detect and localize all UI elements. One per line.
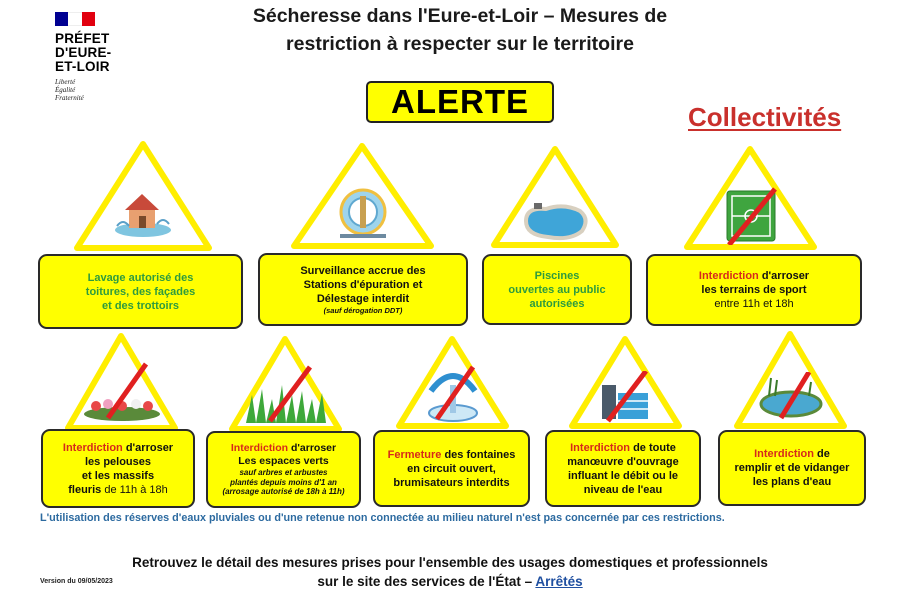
alert-level-badge: ALERTE	[366, 81, 554, 123]
pond-icon	[757, 372, 827, 422]
measure-ponds: Interdiction de remplir et de vidanger les plans d'eau	[718, 430, 866, 506]
logo-title: PRÉFET D'EURE- ET-LOIR	[55, 31, 112, 74]
measure-treatment-plants: Surveillance accrue des Stations d'épuration et Délestage interdit (sauf dérogation DDT)	[258, 253, 468, 326]
grass-icon	[244, 365, 328, 427]
fountain-icon	[423, 365, 483, 423]
page-title: Sécheresse dans l'Eure-et-Loir – Mesures de restriction à respecter sur le territoire	[252, 5, 668, 55]
measure-lawns: Interdiction d'arroser les pelouses et les massifs fleuris de 11h à 18h	[41, 429, 195, 508]
measure-sports-fields: Interdiction d'arroser les terrains de sport entre 11h et 18h	[646, 254, 862, 326]
sports-field-icon	[723, 187, 779, 245]
measure-hydraulic-works: Interdiction de toute manœuvre d'ouvrage influant le débit ou le niveau de l'eau	[545, 430, 701, 507]
measure-fountains: Fermeture des fontaines en circuit ouvert, brumisateurs interdits	[373, 430, 530, 507]
logo-motto: Liberté Égalité Fraternité	[55, 78, 84, 102]
dam-icon	[598, 371, 654, 423]
treatment-plant-icon	[338, 186, 388, 242]
prefet-logo	[55, 12, 135, 102]
swimming-pool-icon	[520, 199, 592, 243]
warning-triangle	[290, 142, 435, 250]
exemption-note: L'utilisation des réserves d'eaux pluviales ou d'une retenue non connectée au milieu naturel n'est pas concernée par ces restrictions.	[40, 512, 725, 524]
measure-pools: Piscines ouvertes au public autorisées	[482, 254, 632, 325]
warning-triangle	[490, 145, 620, 249]
warning-triangle	[228, 335, 343, 433]
footer-text: Retrouvez le détail des mesures prises pour l'ensemble des usages domestiques et professionnels sur le site des services de l'État – Arrêtés	[132, 555, 768, 589]
warning-triangle	[73, 140, 213, 252]
measure-house-washing: Lavage autorisé des toitures, des façades et des trottoirs	[38, 254, 243, 329]
audience-heading: Collectivités	[688, 102, 842, 132]
arretes-link[interactable]: Arrêtés	[535, 574, 583, 589]
warning-triangle	[568, 335, 683, 430]
warning-triangle	[683, 145, 818, 251]
house-washing-icon	[113, 188, 173, 240]
measure-green-spaces: Interdiction d'arroser Les espaces verts sauf arbres et arbustes plantés depuis moins d'1 an (arrosage autorisé de 18h à 11h)	[206, 431, 361, 508]
flower-bed-icon	[82, 362, 162, 424]
warning-triangle	[733, 330, 848, 430]
warning-triangle	[395, 335, 510, 430]
french-flag-icon	[55, 12, 95, 26]
version-label: Version du 09/05/2023	[40, 578, 113, 585]
warning-triangle	[64, 332, 179, 432]
